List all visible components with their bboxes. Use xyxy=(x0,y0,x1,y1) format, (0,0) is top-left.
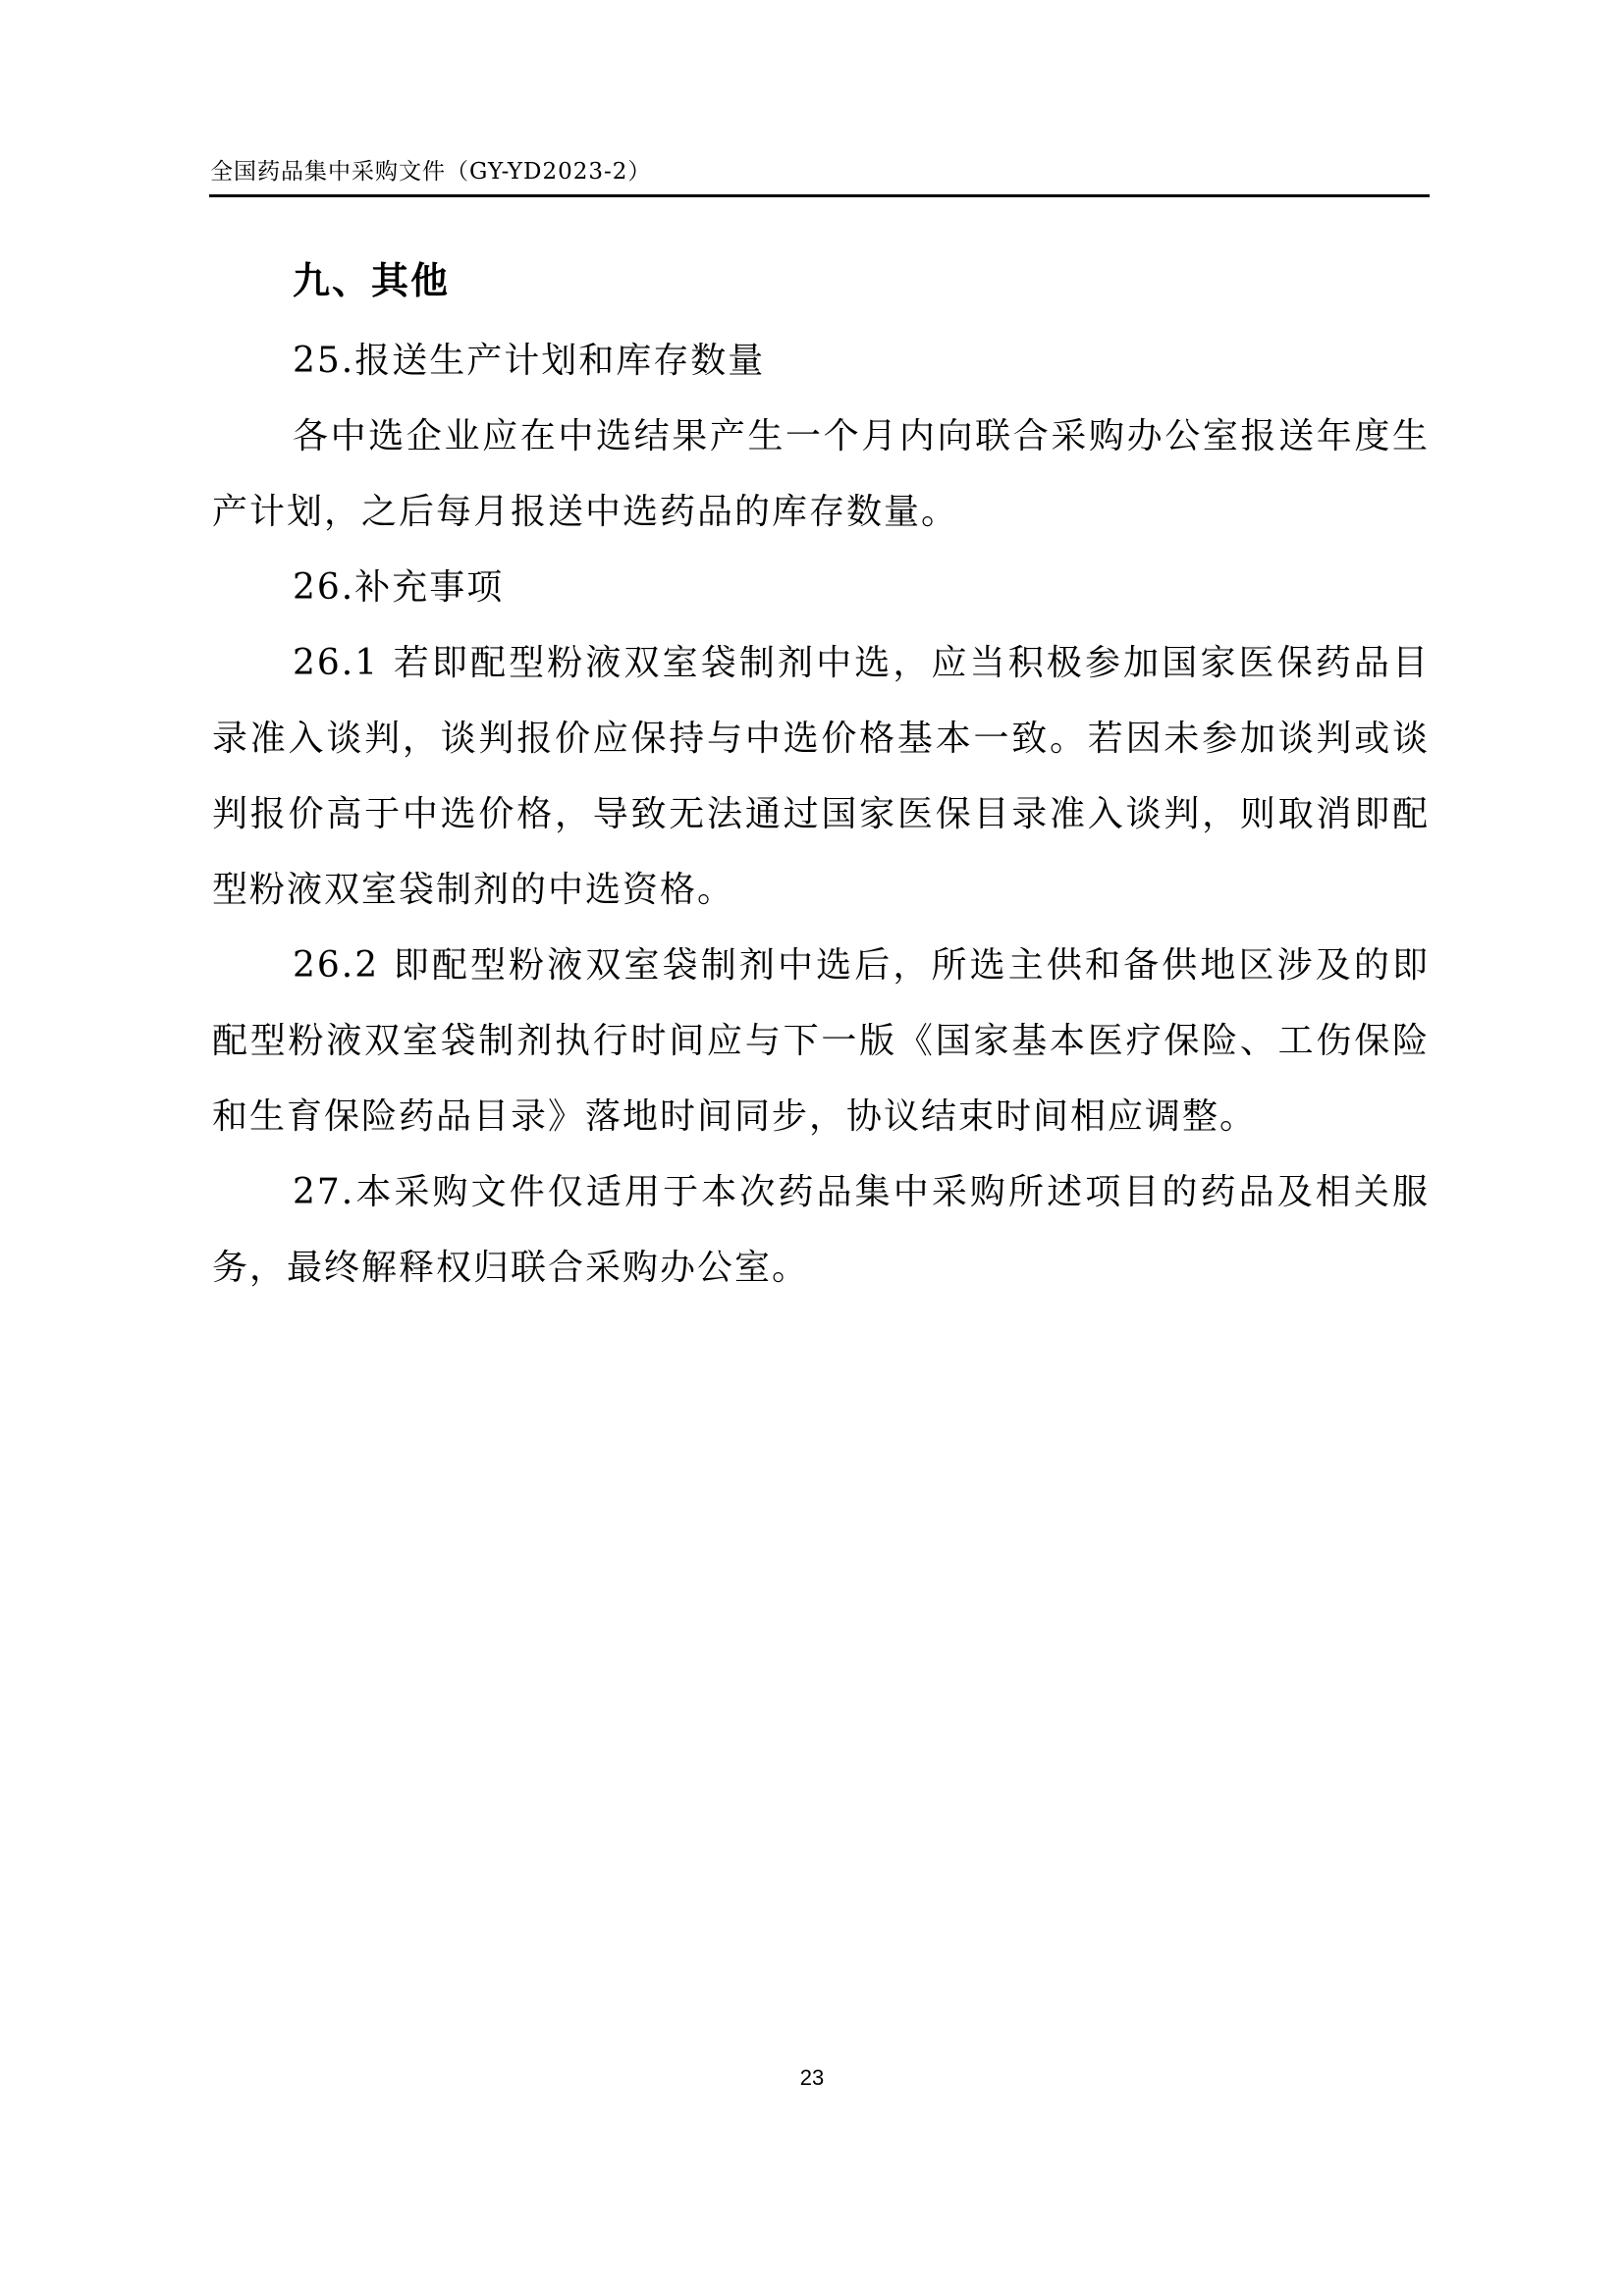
item-26-1: 26.1 若即配型粉液双室袋制剂中选，应当积极参加国家医保药品目录准入谈判，谈判报价应保持与中选价格基本一致。若因未参加谈判或谈判报价高于中选价格，导致无法通过国家医保目录准入谈判，则取消即配型粉液双室袋制剂的中选资格。 xyxy=(212,643,1430,910)
item-26-2: 26.2 即配型粉液双室袋制剂中选后，所选主供和备供地区涉及的即配型粉液双室袋制剂执行时间应与下一版《国家基本医疗保险、工伤保险和生育保险药品目录》落地时间同步，协议结束时间相应调整。 xyxy=(212,945,1430,1137)
item-26-title: 26.补充事项 xyxy=(293,567,505,608)
header-rule xyxy=(209,194,1430,197)
item-25-title: 25.报送生产计划和库存数量 xyxy=(293,341,766,381)
item-25-body: 各中选企业应在中选结果产生一个月内向联合采购办公室报送年度生产计划，之后每月报送中选药品的库存数量。 xyxy=(212,416,1430,532)
page-number: 23 xyxy=(799,2065,825,2090)
item-27: 27.本采购文件仅适用于本次药品集中采购所述项目的药品及相关服务，最终解释权归联合采购办公室。 xyxy=(212,1172,1430,1288)
page-body xyxy=(212,250,1430,1306)
section-heading: 九、其他 xyxy=(293,258,451,302)
running-header: 全国药品集中采购文件（GY-YD2023-2） xyxy=(210,159,652,185)
